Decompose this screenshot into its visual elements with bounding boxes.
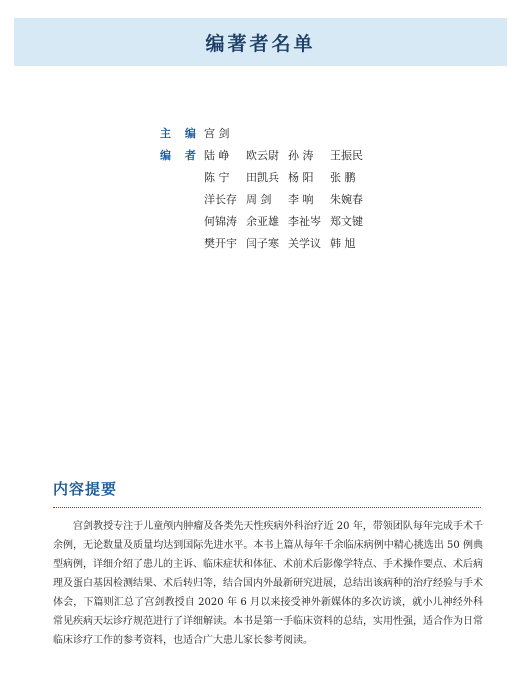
editor-name: 杨 阳: [288, 171, 314, 184]
editor-name: 樊开宇: [204, 237, 237, 250]
editor-name: 陆 峥: [204, 149, 230, 162]
summary-heading: 内容提要: [53, 480, 118, 498]
editor-name: 张 鹏: [330, 171, 356, 184]
title-band: [14, 18, 507, 66]
editors-row: [160, 144, 372, 166]
chief-editor-row: [160, 122, 372, 144]
editor-name: 何锦涛: [204, 215, 237, 228]
editor-name: 李 响: [288, 193, 314, 206]
editor-name: 孙 涛: [288, 149, 314, 162]
editor-name: 闫子寒: [246, 237, 279, 250]
editors-row: [160, 232, 372, 254]
editor-name: 李祉岑: [288, 215, 321, 228]
editor-name: 洋长存: [204, 193, 237, 206]
editors-row: [160, 188, 372, 210]
editor-name: 余亚雄: [246, 215, 279, 228]
editor-name: 陈 宁: [204, 171, 230, 184]
editors-label: 编 者: [160, 149, 201, 162]
chief-editor-label: 主 编: [160, 127, 201, 140]
editor-name: 田凯兵: [246, 171, 279, 184]
editor-roster: [160, 122, 372, 254]
editor-name: 韩 旭: [330, 237, 356, 250]
page-title: 编著者名单: [205, 32, 316, 55]
editor-name: 欧云尉: [246, 149, 279, 162]
editor-name: 王振民: [330, 149, 363, 162]
summary-text: 宫剑教授专注于儿童颅内肿瘤及各类先天性疾病外科治疗近 20 年，带领团队每年完成手术千余例，无论数量及质量均达到国际先进水平。本书上篇从每年千余临床病例中精心挑选出 50 例典型病例，详细介绍了患儿的主诉、临床症状和体征、术前术后影像学特点、手术操作要点、术后病理及蛋白基因检测结果、术后转归等，结合国内外最新研究进展，总结出该病种的治疗经验与手术体会，下篇则汇总了宫剑教授自 2020 年 6 月以来接受神外新媒体的多次访谈，就小儿神经外科常见疾病天坛诊疗规范进行了详细解读。本书是第一手临床资料的总结，实用性强，适合作为日常临床诊疗工作的参考资料，也适合广大患儿家长参考阅读。: [53, 521, 483, 646]
editor-name: 郑文键: [330, 215, 363, 228]
editors-row: [160, 210, 372, 232]
chief-editor-name: 宫 剑: [204, 127, 230, 140]
editor-name: 周 剑: [246, 193, 272, 206]
editor-name: 关学议: [288, 237, 321, 250]
editor-name: 朱婉春: [330, 193, 363, 206]
dotted-divider: [53, 507, 481, 508]
editors-row: [160, 166, 372, 188]
